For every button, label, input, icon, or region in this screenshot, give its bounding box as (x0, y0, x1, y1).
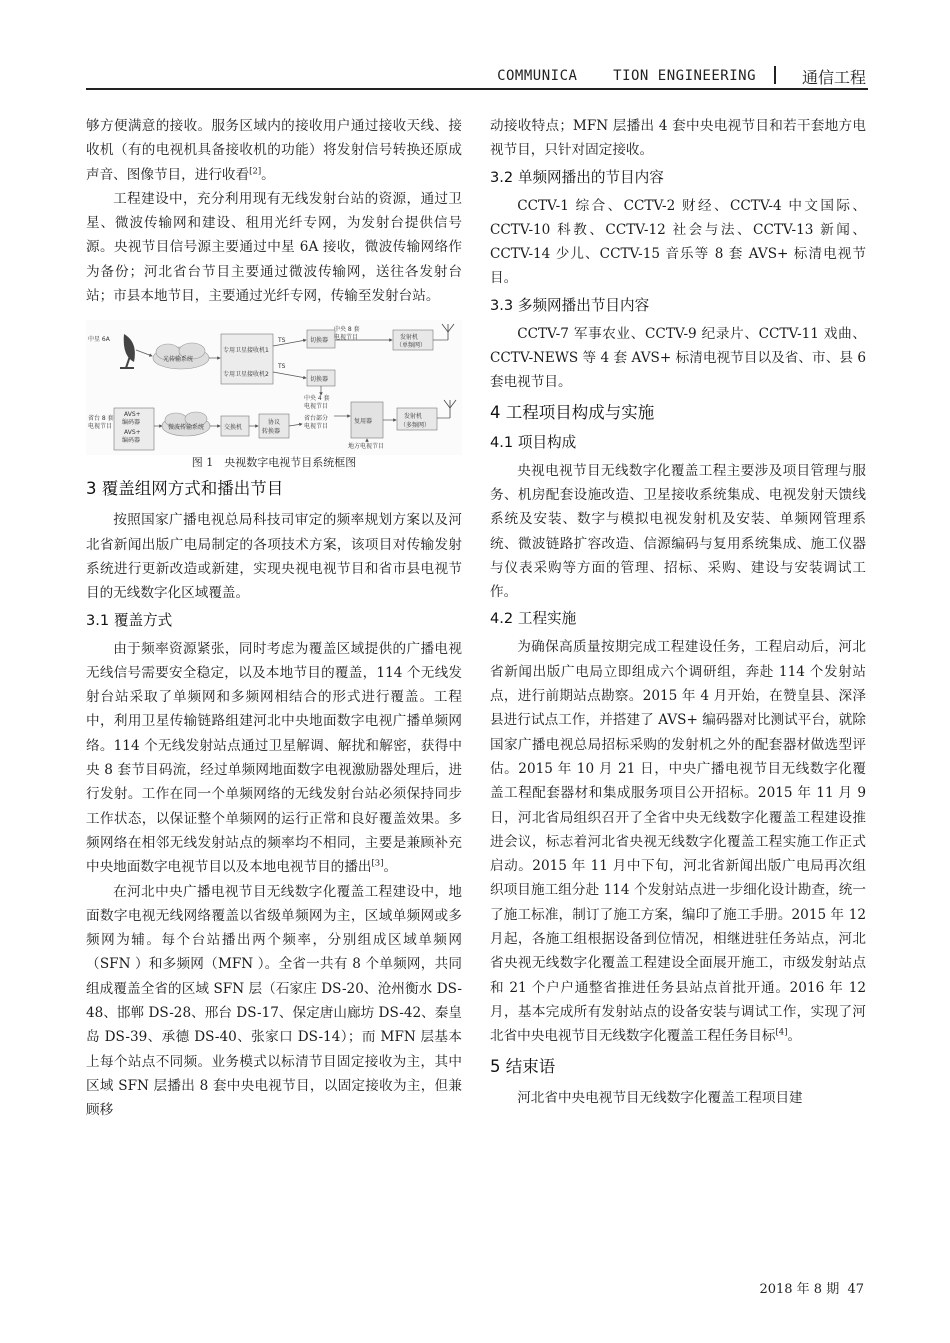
system-diagram-figure (86, 320, 462, 455)
label-sw2: 切换器 (310, 376, 329, 384)
label-enc2: 编码器 (122, 419, 141, 427)
label-enc3: AVS+ (124, 429, 141, 437)
right-column (490, 114, 866, 1110)
label-provb: 电视节目 (304, 423, 329, 431)
label-enc4: 编码器 (122, 437, 141, 445)
subsection-heading: 4.1 项目构成 (490, 433, 577, 451)
paragraph: CCTV-1 综合、CCTV-2 财经、CCTV-4 中文国际、CCTV-10 科教、CCTV-12 社会与法、CCTV-13 新闻、CCTV-14 少儿、CCTV-15 音乐等 8 套 AVS+ 标清电视节目。 (490, 197, 866, 287)
label-fiber: 光传输系统 (163, 356, 194, 364)
subsection-heading: 3.1 覆盖方式 (86, 611, 173, 629)
label-src1: 省台 8 套 (88, 415, 114, 423)
label-cctv4: 中央 4 套 (304, 395, 330, 403)
page-footer: 2018 年 8 期 47 (759, 1282, 864, 1297)
paragraph: 工程建设中，充分利用现有无线发射台站的资源，通过卫星、微波传输网和建设、租用光纤专网，为发射台提供信号源。央视节目信号源主要通过中星 6A 接收，微波传输网络作为备份；河北省台节目主要通过微波传输网，送往各发射台站；市县本地节目，主要通过光纤专网，传输至发射台站。 (86, 190, 462, 305)
label-ts1: TS (278, 337, 286, 345)
label-tx2: 发射机 (404, 413, 423, 421)
label-tx1b: （单频网） (396, 342, 427, 350)
paragraph: 央视电视节目无线数字化覆盖工程主要涉及项目管理与服务、机房配套设施改造、卫星接收系统集成、电视发射天馈线系统及安装、数字与模拟电视发射机及安装、单频网管理系统、微波链路扩容改造、信源编码与复用系统集成、施工仪器与仪表采购等方面的管理、招标、采购、建设与安装调试工作。 (490, 462, 866, 601)
label-prov: 省台部分 (304, 415, 329, 423)
label-cctv8: 中央 8 套 (334, 326, 360, 334)
paragraph: 由于频率资源紧张，同时考虑为覆盖区域提供的广播电视无线信号需要安全稳定，以及本地节目的覆盖，114 个无线发射台站采取了单频网和多频网相结合的形式进行覆盖。工程中，利用卫星传输链路组建河北中央地面数字电视广播单频网络。114 个无线发射站点通过卫星解调、解扰和解密，获得中央 8 套节目码流，经过单频网地面数字电视激励器处理后，进行发射。工作在同一个单频网络的无线发射台站必须保持同步工作状态，以保证整个单频网的运行正常和良好覆盖效果。多频网络在相邻无线发射站点的频率均不相同，主要是兼顾补充中央地面数字电视节目以及本地电视节目的播出[3]。 (86, 640, 462, 876)
paragraph: 动接收特点；MFN 层播出 4 套中央电视节目和若干套地方电视节目，只针对固定接收。 (490, 118, 866, 159)
figure-caption: 图 1 央视数字电视节目系统框图 (191, 456, 357, 470)
citation-ref: [3] (371, 858, 384, 869)
label-local: 地方电视节目 (348, 443, 385, 451)
header-separator (774, 66, 776, 84)
subsection-heading: 4.2 工程实施 (490, 610, 577, 628)
paragraph: CCTV-7 军事农业、CCTV-9 纪录片、CCTV-11 戏曲、CCTV-NEWS 等 4 套 AVS+ 标清电视节目以及省、市、县 6 套电视节目。 (490, 325, 866, 391)
journal-title-cn: 通信工程 (801, 68, 866, 87)
subsection-heading: 3.3 多频网播出节目内容 (490, 296, 650, 314)
label-mw: 微波传输系统 (168, 424, 205, 432)
section-heading: 4 工程项目构成与实施 (490, 402, 655, 422)
label-conv2: 转换器 (262, 428, 281, 436)
label-rx2: 专用卫星接收机2 (223, 371, 269, 379)
journal-title-en: COMMUNICA TION ENGINEERING (497, 68, 756, 84)
label-src2: 电视节目 (88, 423, 113, 431)
citation-ref: [2] (249, 166, 262, 177)
label-sw: 交换机 (224, 424, 243, 432)
citation-ref: [4] (775, 1027, 788, 1038)
label-enc1: AVS+ (124, 411, 141, 419)
label-cctv8b: 电视节目 (334, 334, 359, 342)
label-mux: 复用器 (354, 418, 373, 426)
paragraph: 够方便满意的接收。服务区域内的接收用户通过接收天线、接收机（有的电视机具备接收机的功能）将发射信号转换还原成声音、图像节目，进行收看[2]。 (86, 118, 462, 183)
label-sw1: 切换器 (310, 337, 329, 345)
paragraph: 为确保高质量按期完成工程建设任务，工程启动后，河北省新闻出版广电局立即组成六个调研组，奔赴 114 个发射站点，进行前期站点勘察。2015 年 4 月开始，在赞皇县、深泽县进行试点工作，并搭建了 AVS+ 编码器对比测试平台，就除国家广播电视总局招标采购的发射机之外的配套器材做选型评估。2015 年 10 月 21 日，中央广播电视节目无线数字化覆盖工程配套器材和集成服务项目公开招标。2015 年 11 月 9 日，河北省局组织召开了全省中央无线数字化覆盖工程建设推进会议，标志着河北省央视无线数字化覆盖工程实施工作正式启动。2015 年 11 月中下旬，河北省新闻出版广电局再次组织项目施工组分赴 114 个发射站点进一步细化设计勘查，统一了施工标准，制订了施工方案，编印了施工手册。2015 年 12 月起，各施工组根据设备到位情况，相继进驻任务站点，河北省央视无线数字化覆盖工程建设全面展开施工，市级发射站点和 21 个户户通整省推进任务县站点首批开通。2016 年 12 月，基本完成所有发射站点的设备安装与调试工作，实现了河北省中央电视节目无线数字化覆盖工程任务目标[4]。 (490, 639, 866, 1045)
label-cctv4b: 电视节目 (304, 403, 329, 411)
section-heading: 3 覆盖组网方式和播出节目 (86, 479, 284, 499)
label-ts2: TS (278, 363, 286, 371)
label-sat: 中星 6A (88, 336, 110, 344)
running-header (86, 62, 868, 90)
label-tx1: 发射机 (400, 334, 419, 342)
left-column (86, 114, 462, 1123)
paragraph: 在河北中央广播电视节目无线数字化覆盖工程建设中，地面数字电视无线网络覆盖以省级单频网为主，区域单频网或多频网为辅。每个台站播出两个频率，分别组成区域单频网（SFN ）和多频网（MFN ）。全省一共有 8 个单频网，共同组成覆盖全省的区域 SFN 层（石家庄 DS-20、沧州衡水 DS-48、邯郸 DS-28、邢台 DS-17、保定唐山廊坊 DS-42、秦皇岛 DS-39、承德 DS-40、张家口 DS-14）；而 MFN 层基本上每个站点不同频。业务模式以标清节目固定接收为主，其中区域 SFN 层播出 8 套中央电视节目，以固定接收为主，但兼顾移 (86, 883, 462, 1119)
subsection-heading: 3.2 单频网播出的节目内容 (490, 168, 664, 186)
section-heading: 5 结束语 (490, 1056, 556, 1076)
paragraph: 河北省中央电视节目无线数字化覆盖工程项目建 (517, 1089, 803, 1106)
system-block-diagram (86, 320, 462, 455)
label-conv1: 协议 (268, 419, 281, 427)
label-rx1: 专用卫星接收机1 (223, 347, 269, 355)
paragraph: 按照国家广播电视总局科技司审定的频率规划方案以及河北省新闻出版广电局制定的各项技术方案，该项目对传输发射系统进行更新改造或新建，实现央视电视节目和省市县电视节目的无线数字化区域覆盖。 (86, 512, 462, 602)
label-tx2b: （多频网） (400, 422, 431, 430)
